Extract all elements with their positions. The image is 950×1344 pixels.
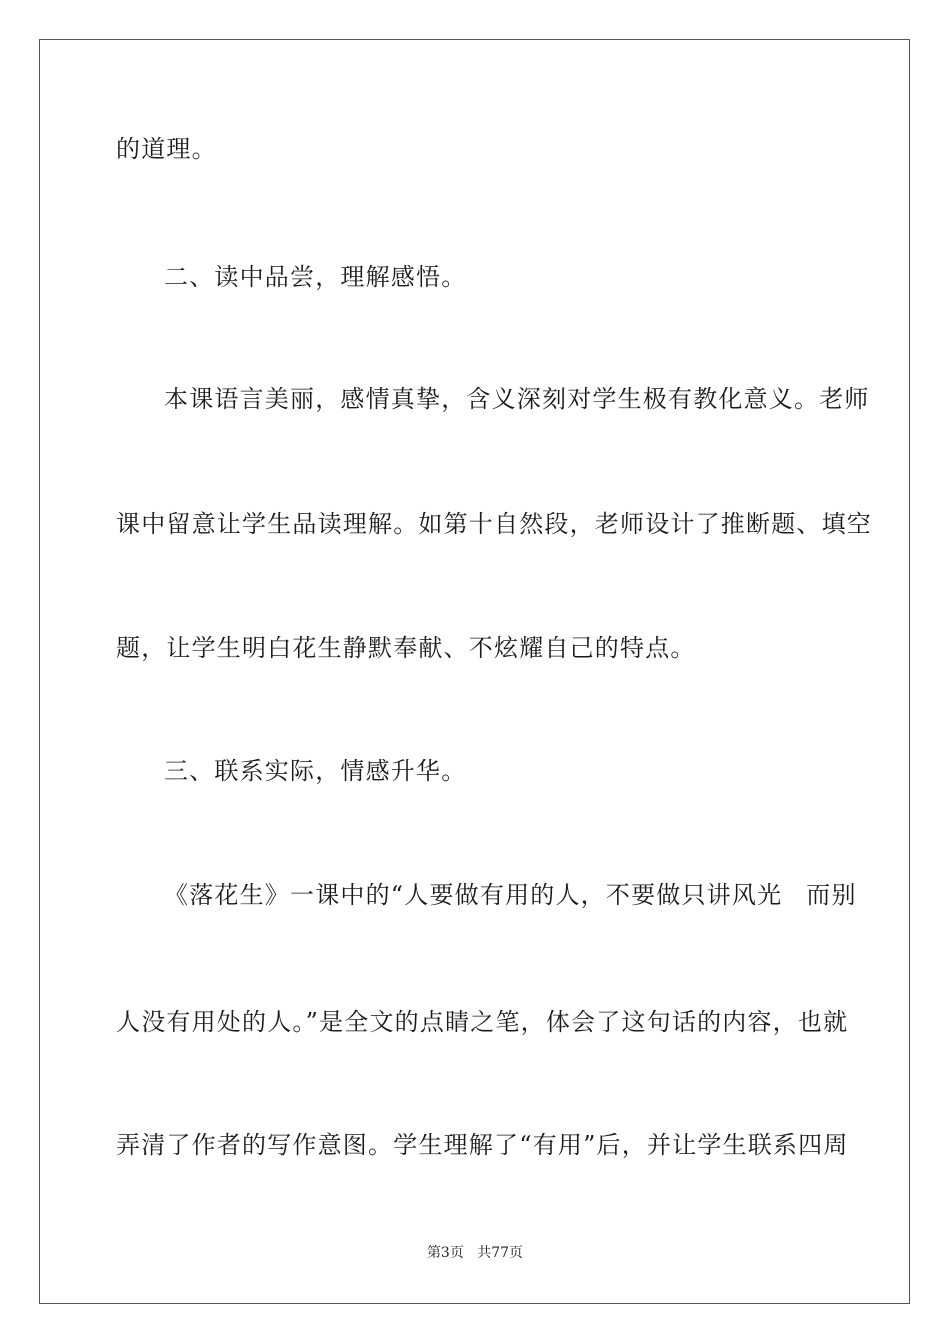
- page-total: 共77页: [477, 1245, 524, 1261]
- paragraph-line: 本课语言美丽，感情真挚，含义深刻对学生极有教化意义。老师: [164, 385, 870, 413]
- paragraph-line: 课中留意让学生品读理解。如第十自然段，老师设计了推断题、填空: [116, 510, 872, 538]
- page-footer: [0, 1244, 950, 1262]
- paragraph-line: 的道理。: [116, 135, 217, 163]
- section-heading: 三、联系实际，情感升华。: [164, 757, 467, 785]
- paragraph-line: 题，让学生明白花生静默奉献、不炫耀自己的特点。: [116, 634, 696, 662]
- paragraph-line: 人没有用处的人。”是全文的点睛之笔，体会了这句话的内容，也就: [116, 1008, 849, 1036]
- page-number: 第3页: [426, 1245, 464, 1261]
- paragraph-line-part: 《落花生》一课中的“人要做有用的人，不要做只讲风光: [164, 881, 783, 909]
- paragraph-line: [164, 880, 857, 910]
- page-border: [39, 39, 910, 1304]
- paragraph-line: 弄清了作者的写作意图。学生理解了“有用”后，并让学生联系四周: [116, 1131, 849, 1159]
- section-heading: 二、读中品尝，理解感悟。: [164, 263, 467, 291]
- paragraph-line-part: 而别: [806, 881, 857, 909]
